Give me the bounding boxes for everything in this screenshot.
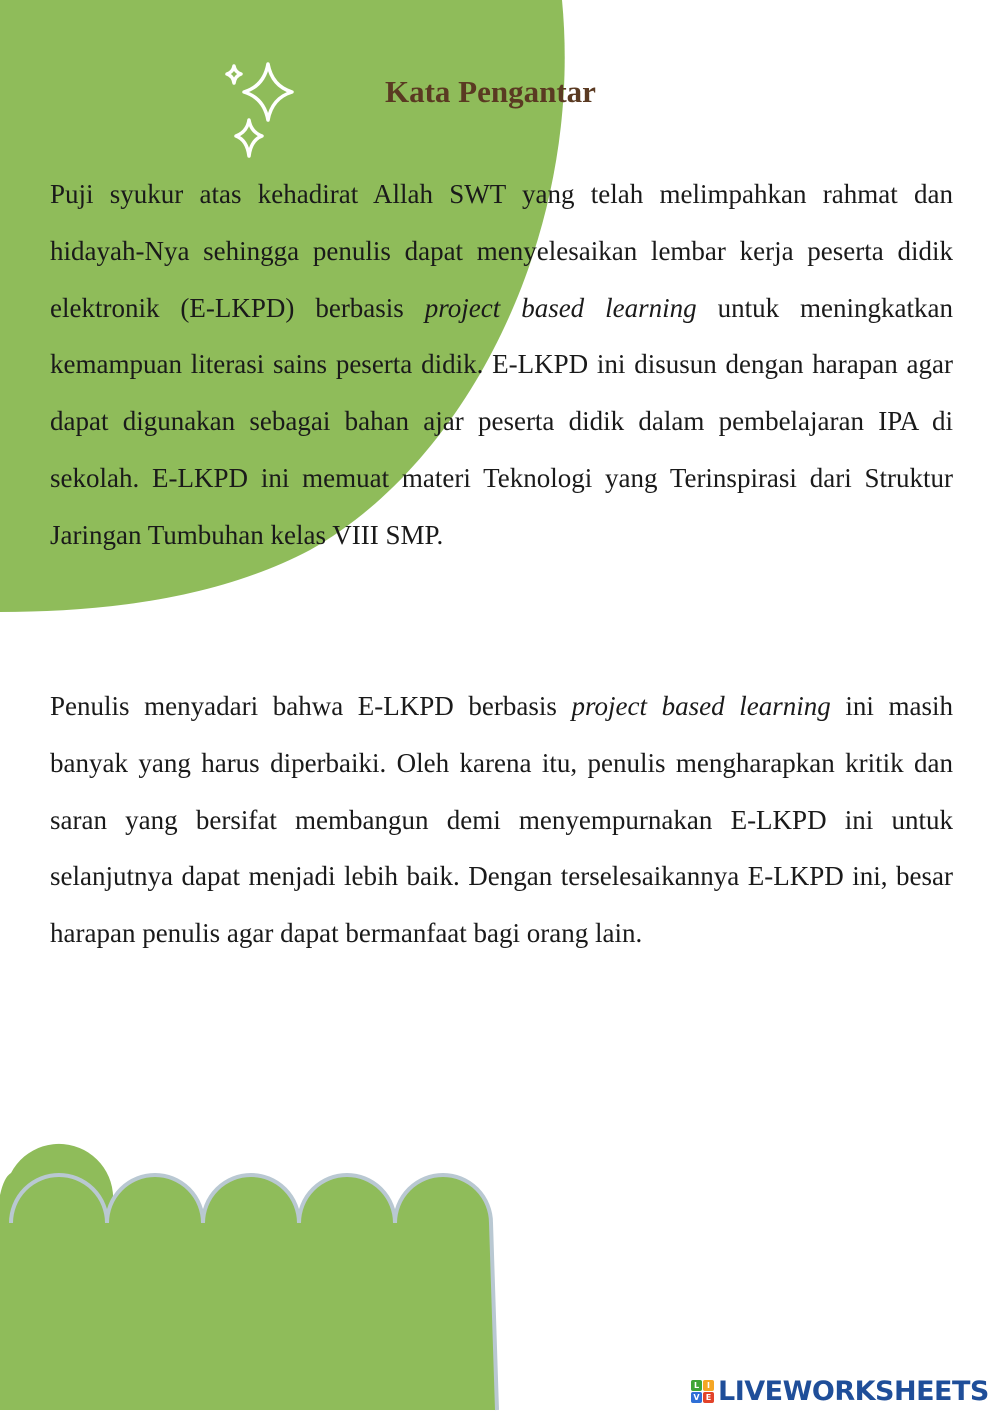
page-title: Kata Pengantar: [385, 74, 596, 109]
paragraph-text: ini masih banyak yang harus diperbaiki. Oleh karena itu, penulis mengharapkan kritik dan saran yang bersifat membangun demi menyempurnakan E-LKPD ini untuk selanjutnya dapat menjadi lebih baik. Dengan terselesaikannya E-LKPD ini, besar harapan penulis agar dapat bermanfaat bagi orang lain.: [50, 691, 954, 949]
paragraph-text: untuk meningkatkan kemampuan literasi sains peserta didik. E-LKPD ini disusun dengan harapan agar dapat digunakan sebagai bahan ajar peserta didik dalam pembelajaran IPA di sekolah. E-LKPD ini memuat materi Teknologi yang Terinspirasi dari Struktur Jaringan Tumbuhan kelas VIII SMP.: [50, 292, 953, 550]
paragraph-text: Penulis menyadari bahwa E-LKPD berbasis: [50, 691, 572, 721]
italic-term: project based learning: [424, 292, 697, 323]
logo-tile: L: [691, 1380, 702, 1391]
paragraph-intro: [50, 166, 953, 564]
logo-tile: V: [691, 1392, 702, 1403]
logo-tile: I: [703, 1380, 714, 1391]
liveworksheets-logo-icon: [691, 1380, 714, 1403]
scalloped-green-block: [0, 1144, 497, 1410]
liveworksheets-watermark: [691, 1374, 989, 1408]
paragraph-text: Puji syukur atas kehadirat Allah SWT yang telah melimpahkan rahmat dan hidayah-Nya sehingga penulis dapat menyelesaikan lembar kerja peserta didik elektronik (E-LKPD) berbasis: [50, 179, 953, 323]
logo-tile: E: [703, 1392, 714, 1403]
italic-term: project based learning: [571, 691, 831, 721]
watermark-text: LIVEWORKSHEETS: [718, 1375, 989, 1407]
paragraph-closing: [50, 678, 953, 962]
